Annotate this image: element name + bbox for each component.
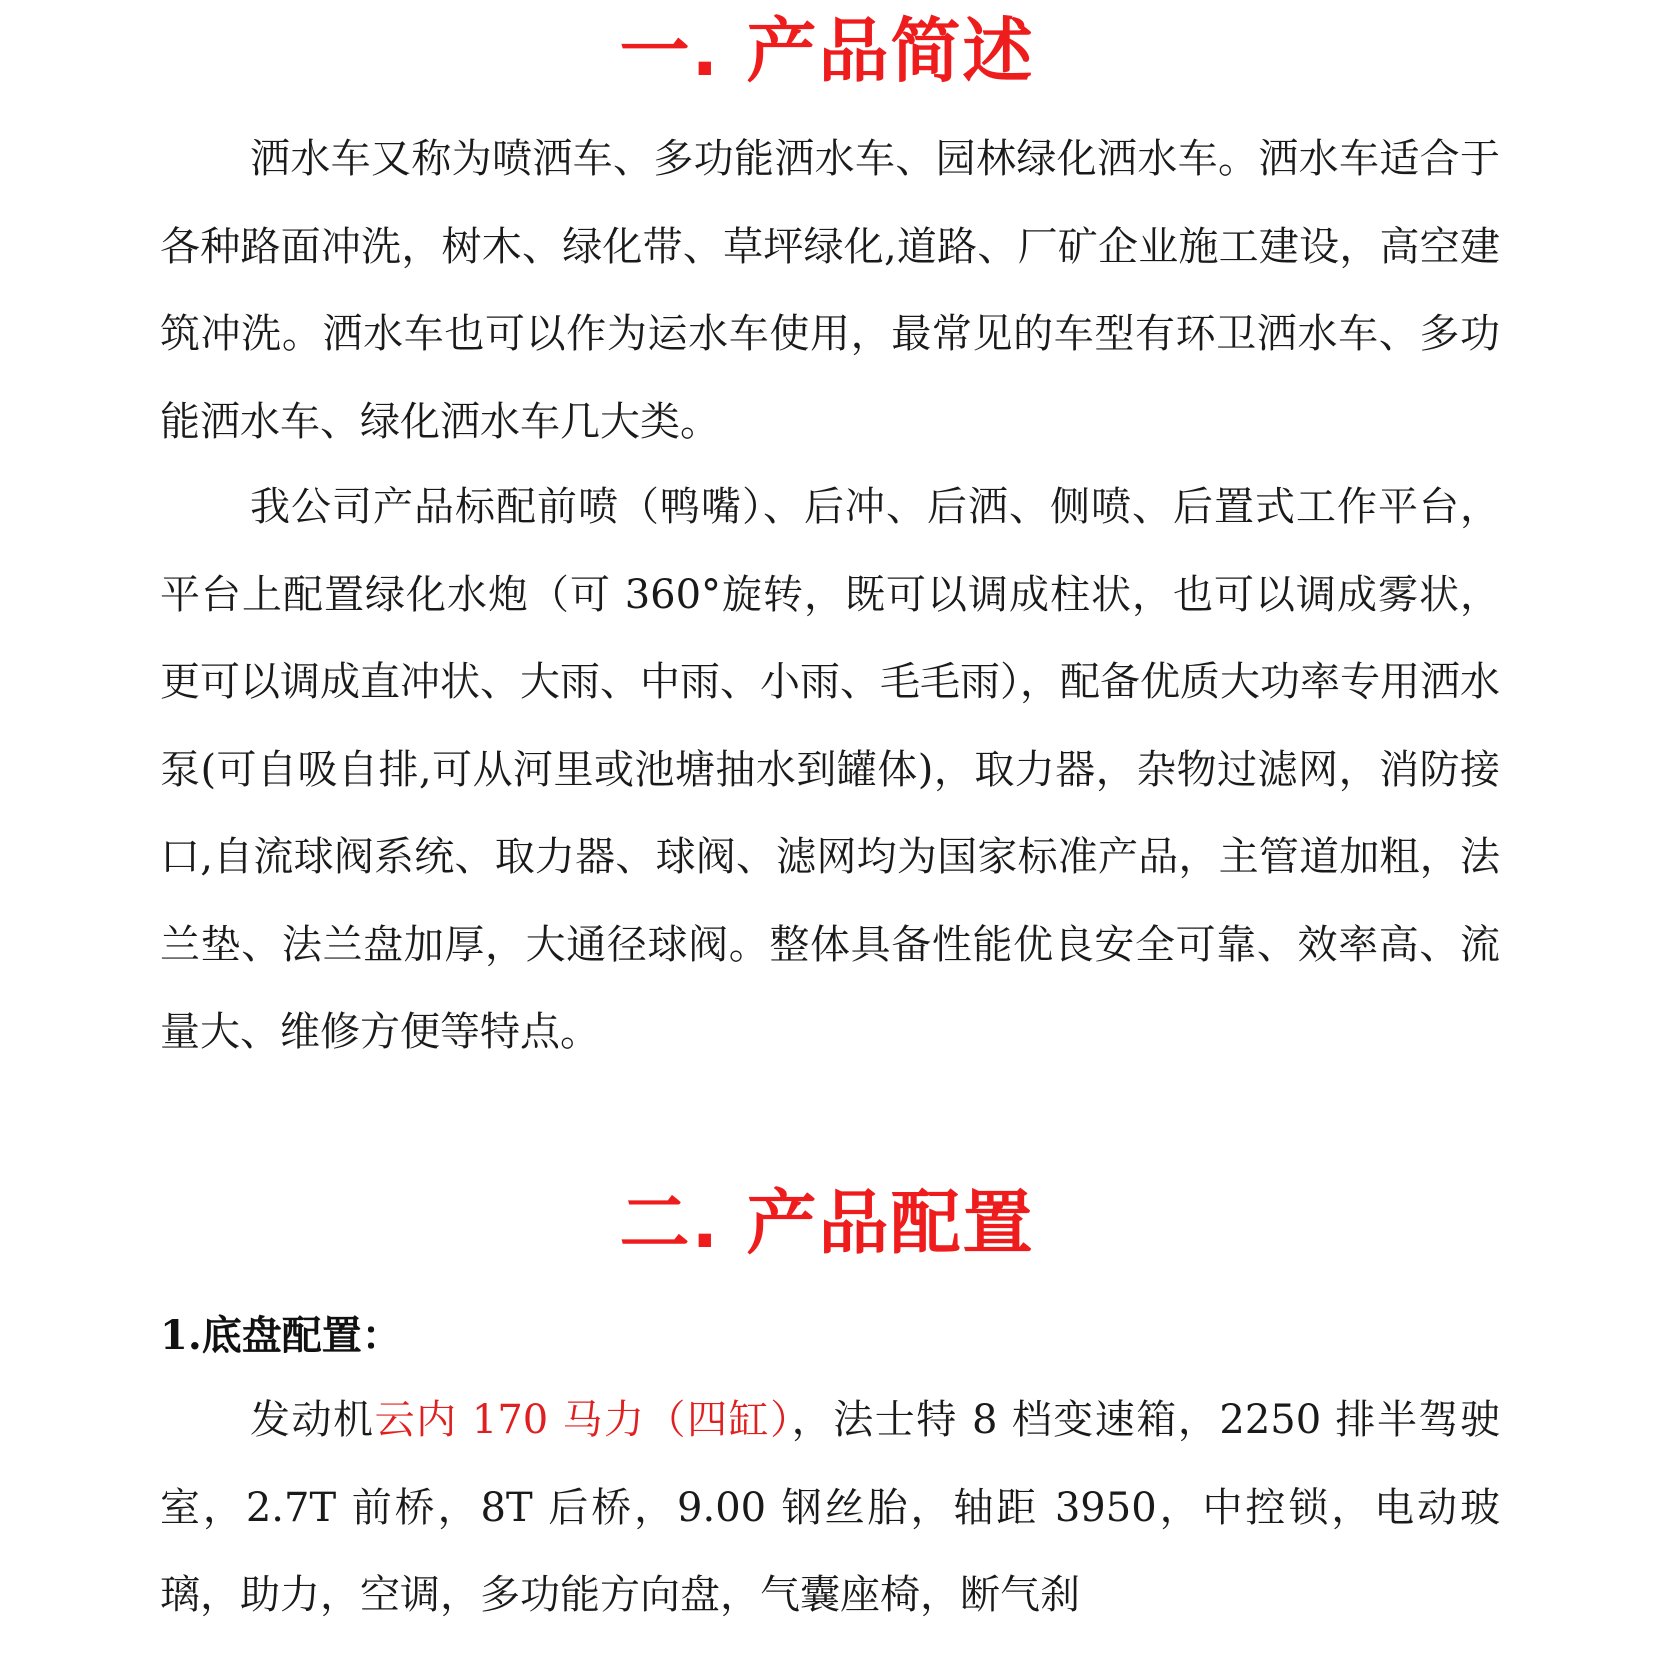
chassis-config-paragraph bbox=[160, 1377, 1500, 1640]
chassis-prefix-text: 发动机 bbox=[250, 1397, 375, 1443]
overview-paragraph-2: 我公司产品标配前喷（鸭嘴）、后冲、后洒、侧喷、后置式工作平台，平台上配置绿化水炮（可 360°旋转，既可以调成柱状，也可以调成雾状，更可以调成直冲状、大雨、中雨、小雨、毛毛雨），配备优质大功率专用洒水泵(可自吸自排,可从河里或池塘抽水到罐体)，取力器，杂物过滤网，消防接口,自流球阀系统、取力器、球阀、滤网均为国家标准产品，主管道加粗，法兰垫、法兰盘加厚，大通径球阀。整体具备性能优良安全可靠、效率高、流量大、维修方便等特点。 bbox=[160, 484, 1500, 1055]
engine-highlight-text: 云内 170 马力（四缸） bbox=[374, 1397, 792, 1443]
chassis-details-text: ，法士特 8 档变速箱，2250 排半驾驶室，2.7T 前桥，8T 后桥，9.00 钢丝胎，轴距 3950，中控锁，电动玻璃，助力，空调，多功能方向盘，气囊座椅，断气刹 bbox=[160, 1397, 1501, 1618]
overview-paragraph-1: 洒水车又称为喷洒车、多功能洒水车、园林绿化洒水车。洒水车适合于各种路面冲洗，树木、绿化带、草坪绿化,道路、厂矿企业施工建设，高空建筑冲洗。洒水车也可以作为运水车使用，最常见的车型有环卫洒水车、多功能洒水车、绿化洒水车几大类。 bbox=[160, 136, 1500, 445]
chassis-config-title: 1.底盘配置： bbox=[160, 1312, 402, 1359]
section-heading-product-configuration: 二. 产品配置 bbox=[619, 1182, 1035, 1264]
section-heading-product-overview: 一. 产品简述 bbox=[619, 10, 1035, 92]
